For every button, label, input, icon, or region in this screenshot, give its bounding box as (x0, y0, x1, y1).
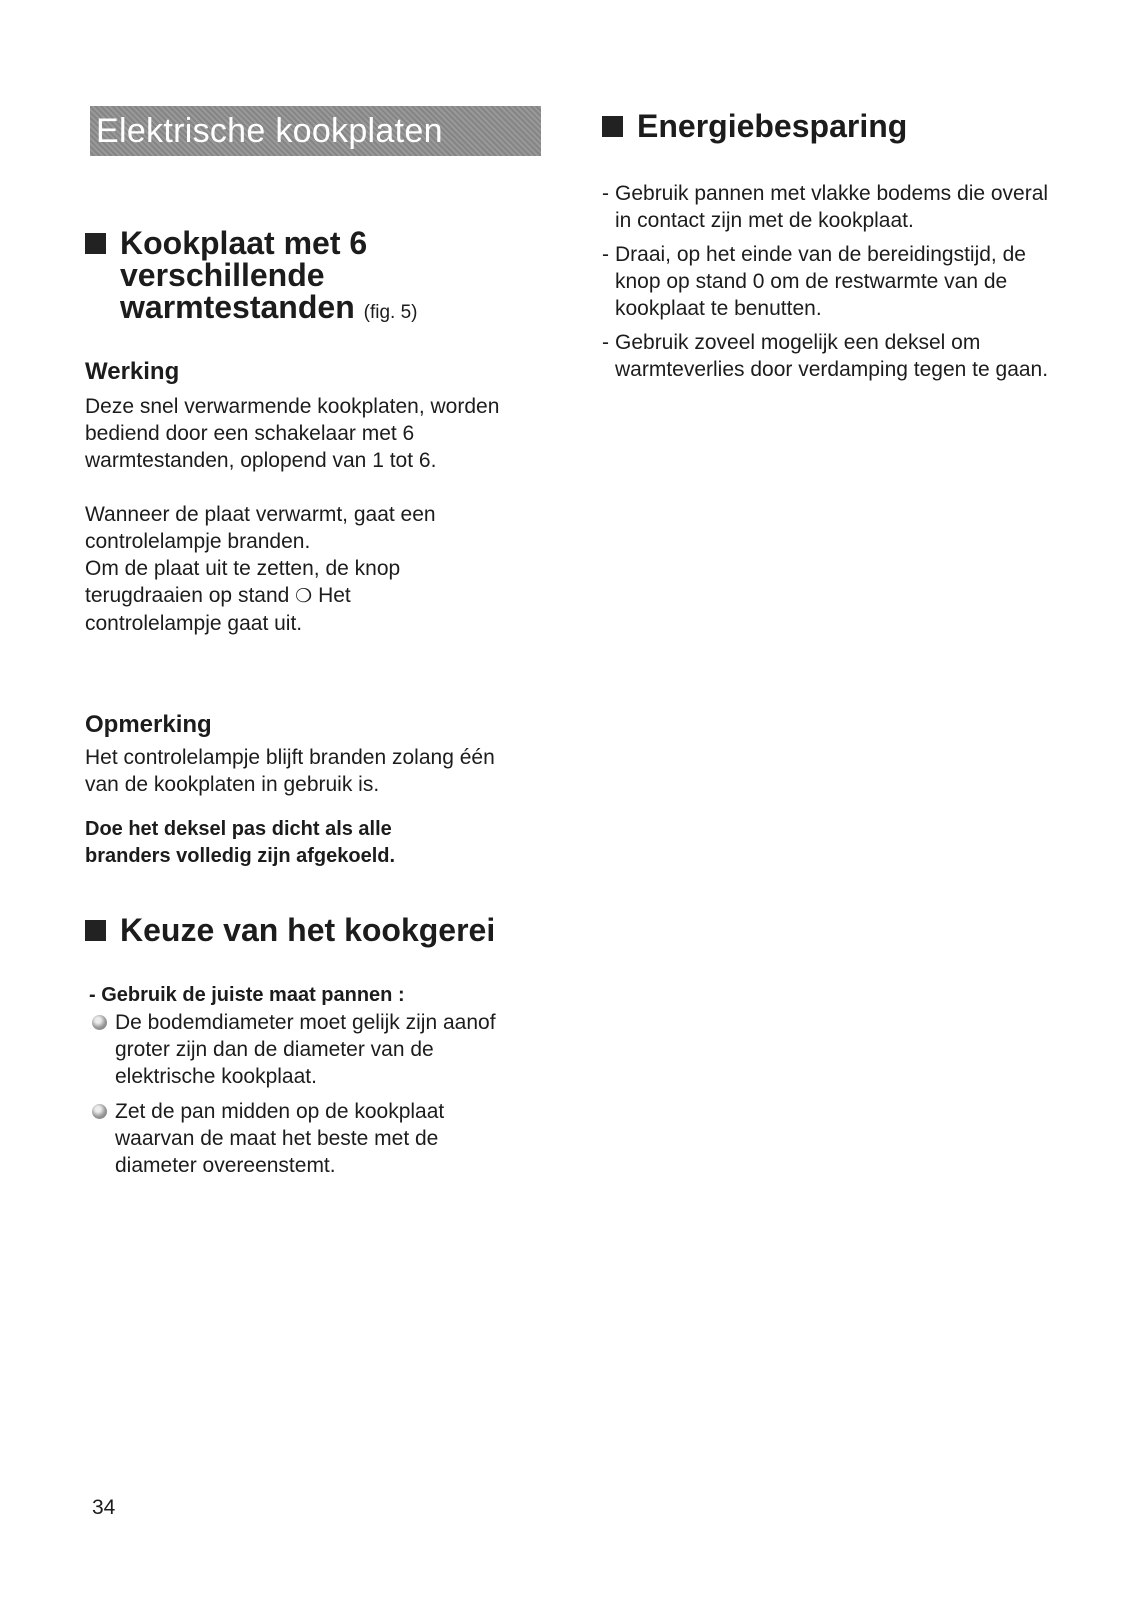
title-line-2: verschillende (120, 257, 325, 293)
section-title-energiebesparing (602, 110, 1072, 142)
list-item (602, 241, 1062, 322)
title-line-3: warmtestanden (120, 289, 355, 325)
section-title-kookgerei (85, 914, 555, 946)
left-column (85, 106, 555, 1187)
opmerking-heading: Opmerking (85, 711, 212, 738)
square-bullet-icon (602, 116, 623, 137)
off-position-circle-icon: ❍ (295, 586, 313, 607)
bullet-text: De bodemdiameter moet gelijk zijn aanof groter zijn dan de diameter van de elektrische kookplaat. (115, 1011, 496, 1088)
section-title-kookplaat (85, 227, 555, 329)
werking-heading: Werking (85, 358, 180, 385)
opmerking-paragraph: Het controlelampje blijft branden zolang één van de kookplaten in gebruik is. (85, 746, 495, 796)
dash-marker: - (602, 331, 609, 354)
section-title-text: Keuze van het kookgerei (120, 912, 496, 948)
list-item (602, 329, 1062, 383)
energiebesparing-list (602, 180, 1062, 383)
figure-reference: (fig. 5) (363, 302, 418, 323)
werking-line-2b: Het controlelampje gaat uit. (85, 584, 351, 635)
title-line-1: Kookplaat met 6 (120, 225, 368, 261)
list-item (85, 1098, 525, 1179)
list-item (85, 1009, 525, 1090)
kookgerei-bullet-list (85, 1009, 525, 1179)
list-item-text: Gebruik zoveel mogelijk een deksel om warmteverlies door verdamping tegen te gaan. (615, 331, 1049, 381)
dash-marker: - (602, 243, 609, 266)
round-bullet-icon (92, 1015, 107, 1030)
werking-line-1: Wanneer de plaat verwarmt, gaat een controlelampje branden. (85, 503, 436, 553)
kookgerei-lead: - Gebruik de juiste maat pannen : (89, 984, 405, 1006)
opmerking-bold-note: Doe het deksel pas dicht als alle branders volledig zijn afgekoeld. (85, 818, 396, 867)
round-bullet-icon (92, 1104, 107, 1119)
page-number: 34 (92, 1496, 116, 1519)
list-item-text: Gebruik pannen met vlakke bodems die overal in contact zijn met de kookplaat. (615, 182, 1049, 232)
werking-line-2a: Om de plaat uit te zetten, de knop terugdraaien op stand (85, 557, 401, 607)
werking-paragraph-1: Deze snel verwarmende kookplaten, worden bediend door een schakelaar met 6 warmtestanden, oplopend van 1 tot 6. (85, 395, 500, 472)
werking-paragraph-2 (85, 501, 505, 637)
section-title-text (120, 227, 417, 329)
list-item (602, 180, 1062, 234)
square-bullet-icon (85, 920, 106, 941)
section-title-text: Energiebesparing (637, 108, 908, 144)
list-item-text: Draai, op het einde van de bereidingstijd, de knop op stand 0 om de restwarmte van de kookplaat te benutten. (615, 243, 1026, 320)
right-column (602, 106, 1072, 390)
chapter-banner: Elektrische kookplaten (90, 106, 541, 156)
werking-line-2 (85, 555, 435, 637)
dash-marker: - (602, 182, 609, 205)
square-bullet-icon (85, 233, 106, 254)
bullet-text: Zet de pan midden op de kookplaat waarvan de maat het beste met de diameter overeenstemt. (115, 1100, 445, 1177)
